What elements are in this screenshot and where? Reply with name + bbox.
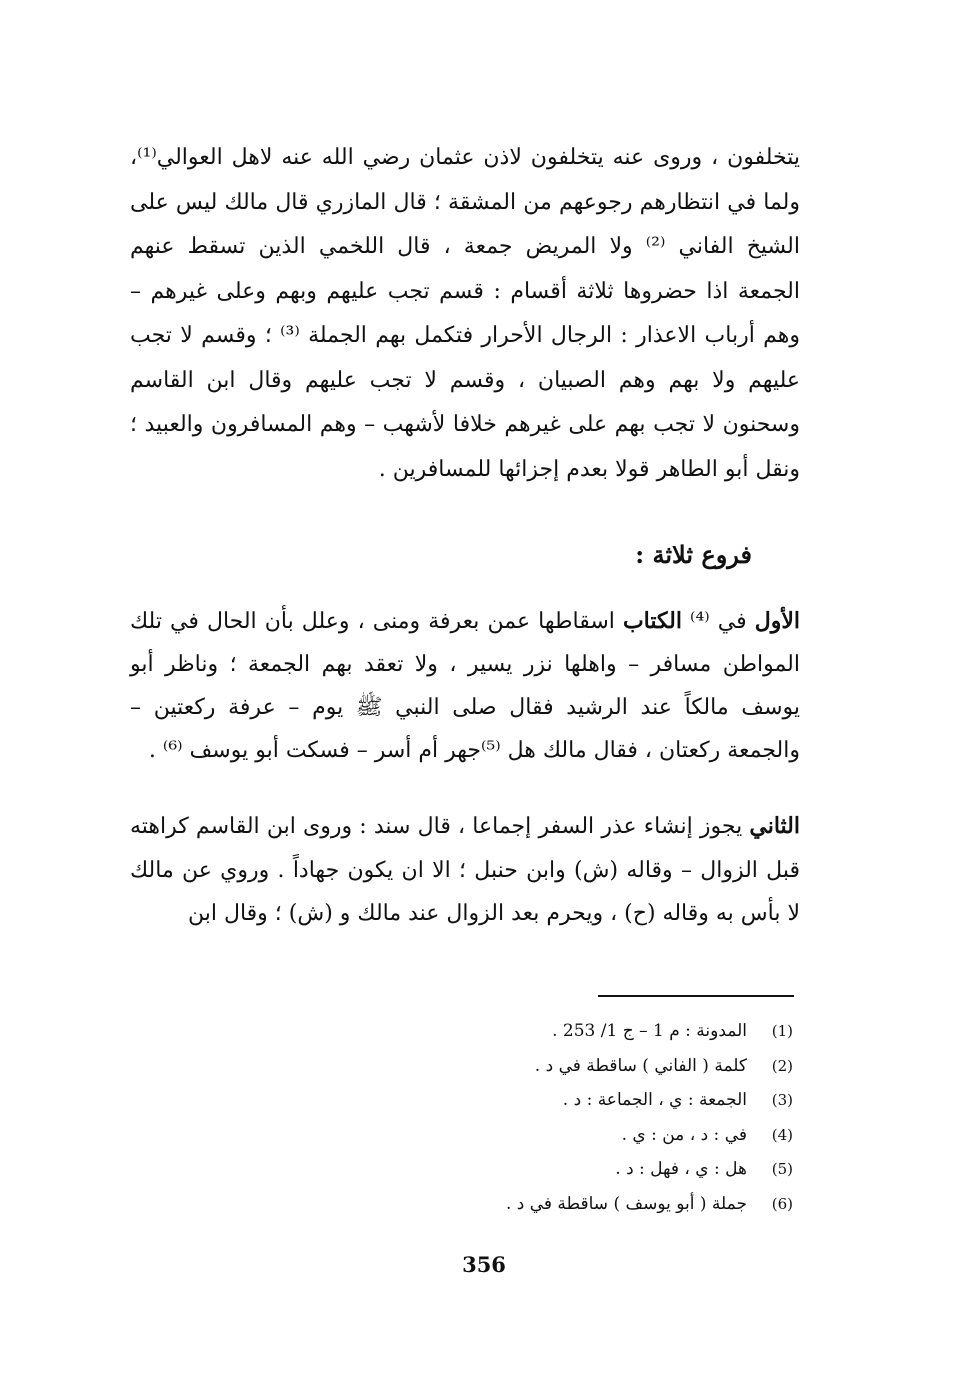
second-branch-lead: الثاني — [749, 813, 800, 839]
footnote-separator — [598, 995, 794, 997]
first-branch-text: اسقاطها عمن بعرفة ومنى ، وعلل بأن الحال في تلك المواطن مسافر – واهلها نزر يسير ، ولا تعقد بهم الجمعة ؛ وناظر أبو يوسف مالكاً عند الرشيد فقال صلى النبي ﷺ يوم – عرفة ركعتين – والجمعة ركعتان ، فقال مالك هل ⁽⁵⁾جهر أم أسر – فسكت أبو يوسف ⁽⁶⁾ . — [130, 609, 800, 763]
footnote-text: هل : ي ، فهل : د . — [615, 1159, 747, 1179]
first-branch-lead: الأول — [754, 608, 800, 634]
paragraph-second-branch — [130, 805, 800, 936]
footnote-text: جملة ( أبو يوسف ) ساقطة في د . — [505, 1193, 747, 1214]
first-branch-fragment: في ⁽⁴⁾ — [681, 609, 755, 634]
footnote-number: (2) — [771, 1056, 793, 1075]
paragraph-intro — [130, 136, 800, 492]
footnote-item — [506, 1187, 793, 1222]
footnote-item — [506, 1014, 793, 1049]
footnote-item — [506, 1152, 793, 1187]
footnote-text: المدونة : م 1 – ج 1/ 253 . — [552, 1021, 747, 1041]
footnote-number: (4) — [771, 1125, 793, 1144]
footnote-item — [506, 1083, 793, 1118]
footnotes — [506, 1014, 793, 1221]
footnote-number: (5) — [771, 1160, 793, 1178]
second-branch-text: يجوز إنشاء عذر السفر إجماعا ، قال سند : وروى ابن القاسم كراهته قبل الزوال – وقاله (ش) وابن حنبل ؛ الا ان يكون جهاداً . وروي عن مالك لا بأس به وقاله (ح) ، ويحرم بعد الزوال عند مالك و (ش) ؛ وقال ابن — [130, 814, 800, 926]
footnote-item — [506, 1118, 793, 1153]
footnote-text: كلمة ( الفاني ) ساقطة في د . — [534, 1055, 747, 1076]
footnote-number: (1) — [771, 1022, 793, 1040]
first-branch-book-word: الكتاب — [622, 608, 682, 634]
footnote-item — [506, 1049, 793, 1084]
footnote-number: (6) — [771, 1194, 793, 1213]
footnote-text: الجمعة : ي ، الجماعة : د . — [562, 1090, 747, 1110]
section-heading: فروع ثلاثة : — [635, 540, 752, 569]
page-number: 356 — [462, 1252, 506, 1277]
footnote-number: (3) — [771, 1091, 793, 1109]
paragraph-intro-text: يتخلفون ، وروى عنه يتخلفون لاذن عثمان رضي الله عنه لاهل العوالي⁽¹⁾، ولما في انتظارهم رجوعهم من المشقة ؛ قال المازري قال مالك ليس على الشيخ الفاني ⁽²⁾ ولا المريض جمعة ، قال اللخمي الذين تسقط عنهم الجمعة اذا حضروها ثلاثة أقسام : قسم تجب عليهم وبهم وعلى غيرهم – وهم أرباب الاعذار : الرجال الأحرار فتكمل بهم الجملة ⁽³⁾ ؛ وقسم لا تجب عليهم ولا بهم وهم الصبيان ، وقسم لا تجب عليهم وقال ابن القاسم وسحنون لا تجب بهم على غيرهم خلافا لأشهب – وهم المسافرون والعبيد ؛ ونقل أبو الطاهر قولا بعدم إجزائها للمسافرين . — [130, 145, 800, 482]
paragraph-first-branch — [130, 600, 800, 772]
footnote-text: في : د ، من : ي . — [621, 1124, 747, 1145]
